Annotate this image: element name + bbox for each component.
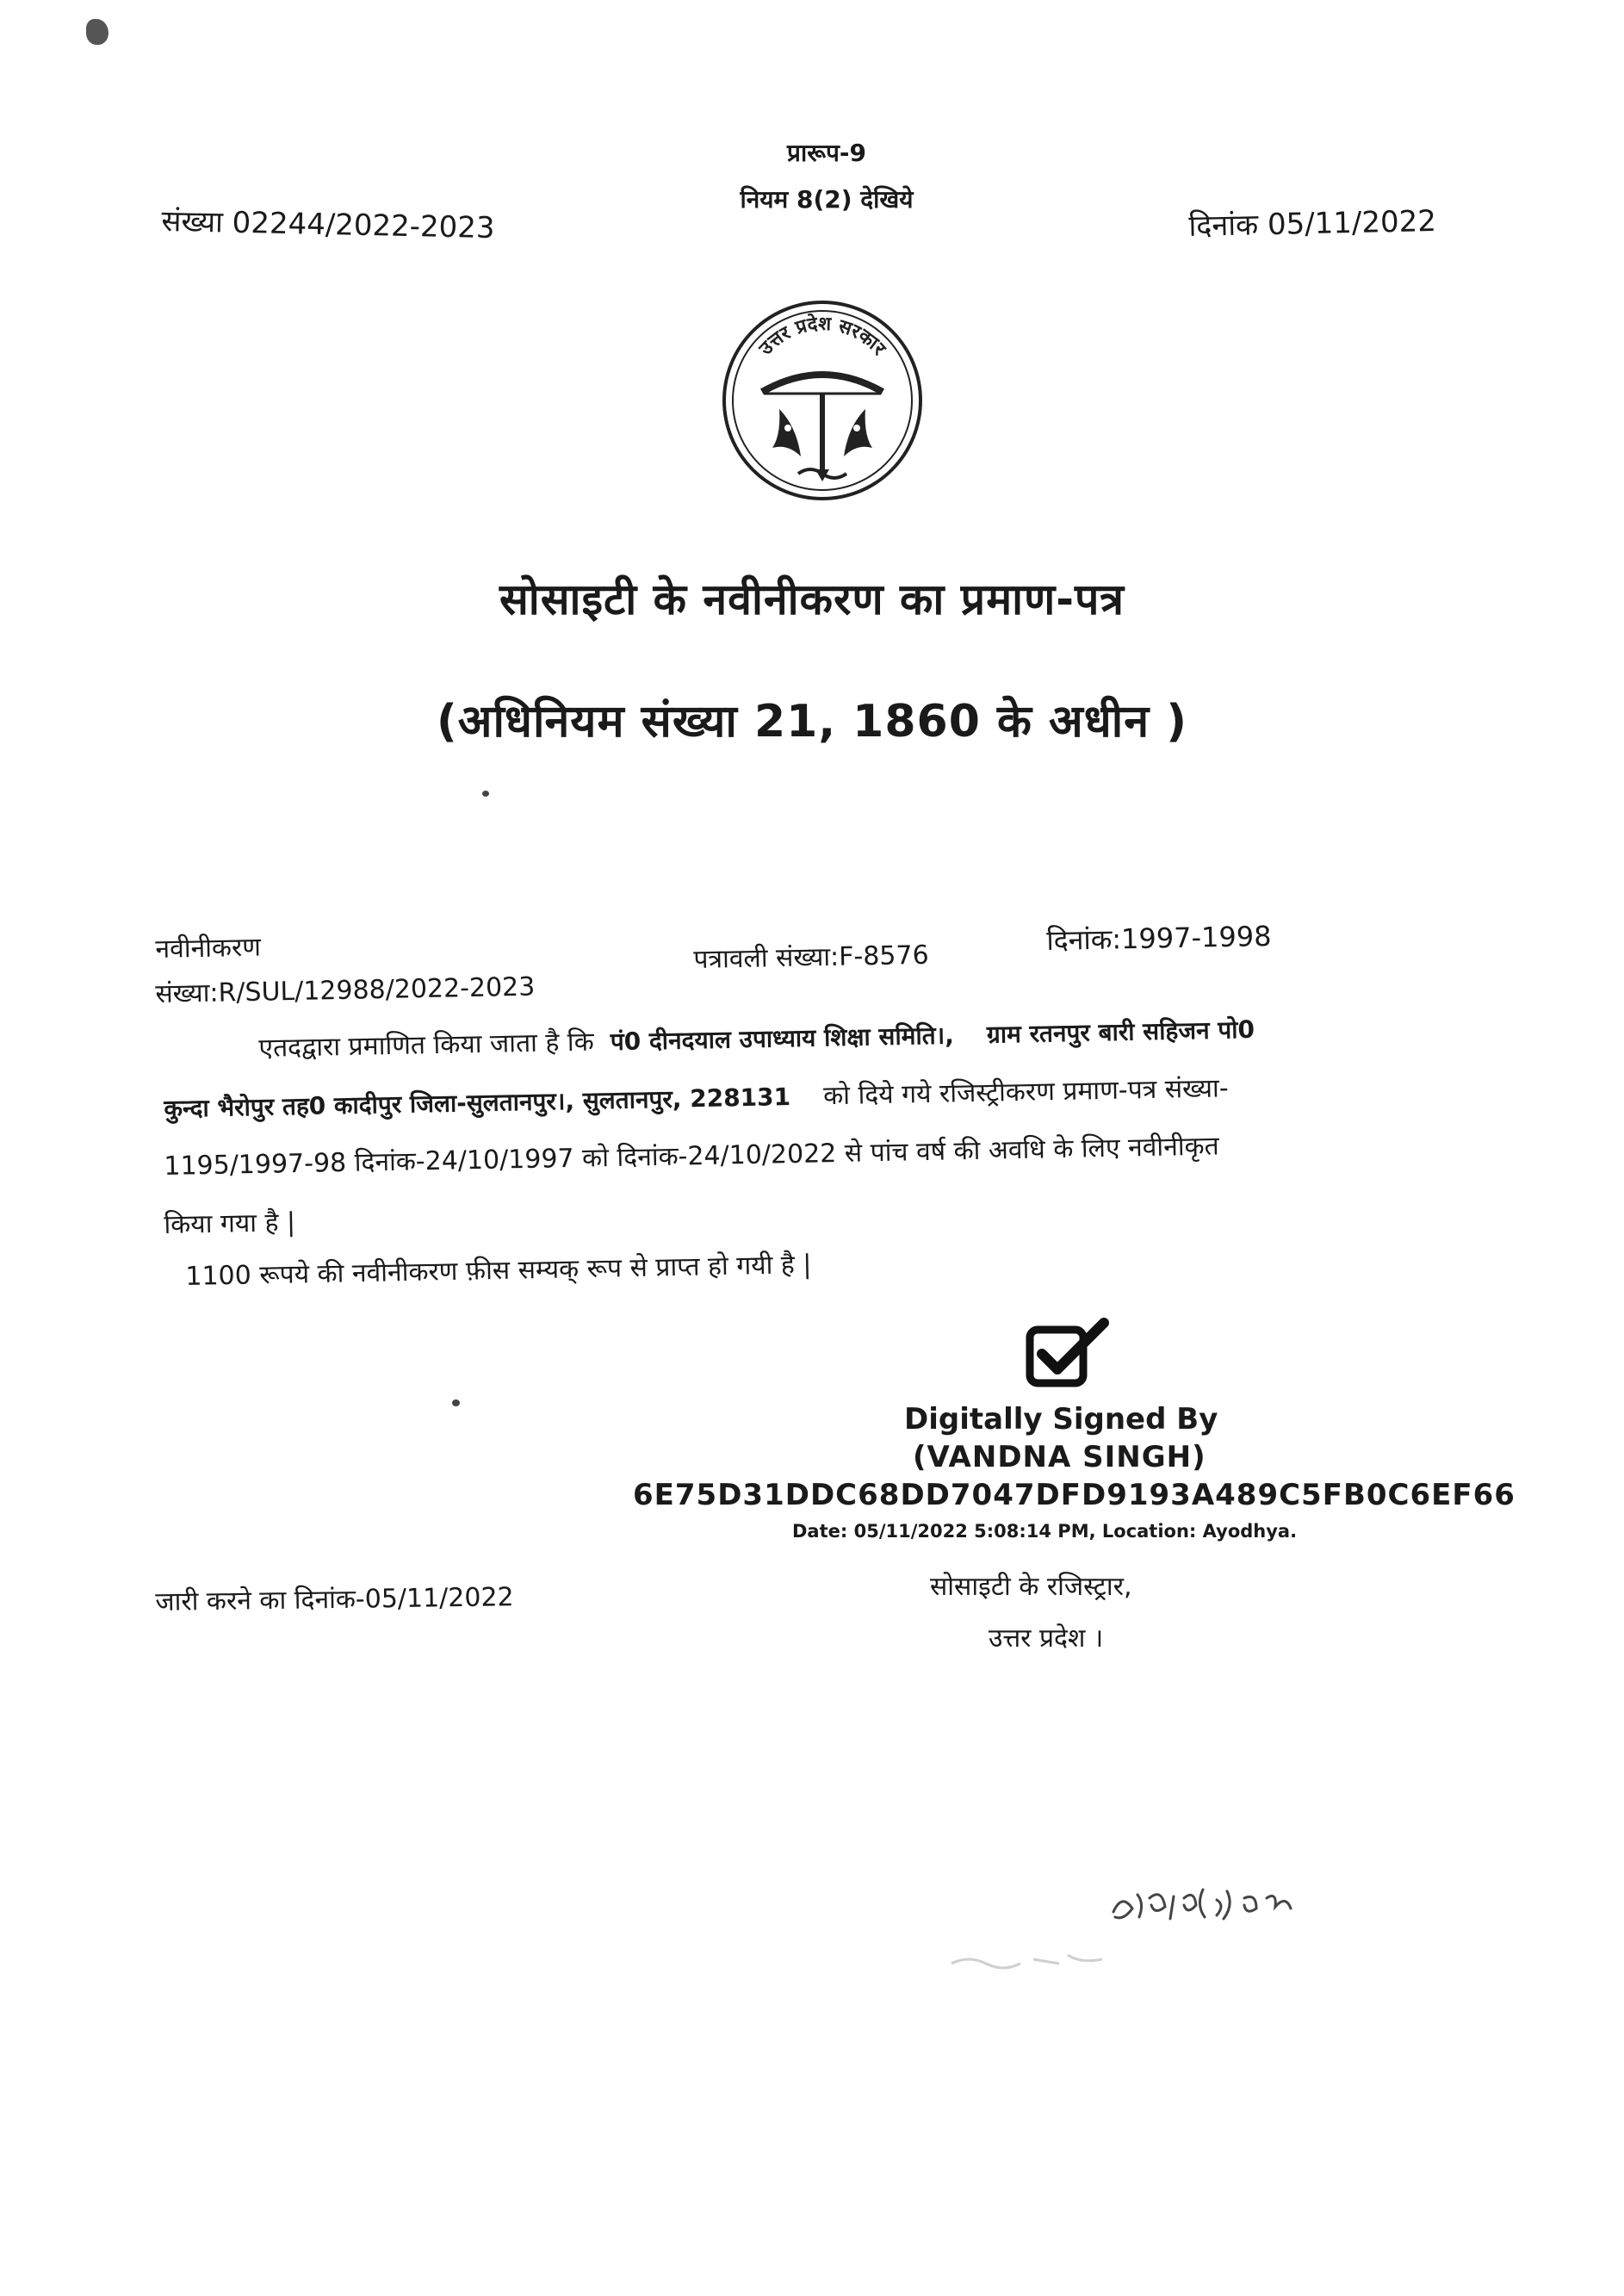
signed-by-label: Digitally Signed By — [904, 1402, 1218, 1437]
society-address: ग्राम रतनपुर बारी सहिजन पो0 — [986, 1015, 1255, 1049]
registrar-state: उत्तर प्रदेश । — [989, 1623, 1104, 1654]
certificate-subtitle: (अधिनियम संख्या 21, 1860 के अधीन ) — [437, 696, 1187, 748]
body-line-1 — [258, 1010, 1255, 1064]
up-government-emblem — [719, 297, 926, 504]
file-date: दिनांक:1997-1998 — [1046, 919, 1272, 957]
svg-text:उत्तर प्रदेश सरकार — [754, 312, 889, 360]
scan-speck — [86, 19, 108, 45]
handwritten-note — [1106, 1877, 1365, 1938]
faint-stamp-mark — [947, 1938, 1119, 1989]
check-box-icon — [1025, 1318, 1111, 1391]
scan-speck — [452, 1399, 460, 1406]
fee-statement: 1100 रूपये की नवीनीकरण फ़ीस सम्यक् रूप से प्राप्त हो गयी है | — [185, 1250, 812, 1292]
emblem-arc-text: उत्तर प्रदेश सरकार — [755, 313, 890, 360]
rule-reference: नियम 8(2) देखिये — [740, 185, 914, 214]
body-line-3: 1195/1997-98 दिनांक-24/10/1997 को दिनांक-24/10/2022 से पांच वर्ष की अवधि के लिए नवीनीकृत — [164, 1131, 1220, 1182]
form-number: प्रारूप-9 — [787, 139, 866, 167]
renewal-label: नवीनीकरण — [155, 932, 262, 965]
signer-name: (VANDNA SINGH) — [913, 1440, 1206, 1474]
body-text: को दिये गये रजिस्ट्रीकरण प्रमाण-पत्र संख्या- — [822, 1073, 1229, 1112]
body-line-2 — [164, 1069, 1229, 1125]
file-number: पत्रावली संख्या:F-8576 — [693, 940, 929, 975]
issue-date: जारी करने का दिनांक-05/11/2022 — [155, 1582, 514, 1617]
society-address-cont: कुन्दा भैरोपुर तह0 कादीपुर जिला-सुलतानपुर।, सुलतानपुर, 228131 — [164, 1083, 791, 1123]
body-text: एतदद्वारा प्रमाणित किया जाता है कि — [258, 1027, 595, 1064]
reference-number: संख्या 02244/2022-2023 — [161, 203, 495, 246]
society-name: पं0 दीनदयाल उपाध्याय शिक्षा समिति।, — [610, 1021, 955, 1057]
scan-speck — [482, 791, 489, 797]
document-date: दिनांक 05/11/2022 — [1188, 203, 1437, 244]
body-line-4: किया गया है | — [164, 1207, 296, 1240]
certificate-title: सोसाइटी के नवीनीकरण का प्रमाण-पत्र — [499, 574, 1125, 624]
registrar-title: सोसाइटी के रजिस्ट्रार, — [930, 1572, 1132, 1602]
renewal-number: संख्या:R/SUL/12988/2022-2023 — [155, 971, 536, 1009]
signature-date-location: Date: 05/11/2022 5:08:14 PM, Location: Ayodhya. — [792, 1521, 1298, 1542]
signature-hash: 6E75D31DDC68DD7047DFD9193A489C5FB0C6EF66 — [633, 1478, 1516, 1512]
